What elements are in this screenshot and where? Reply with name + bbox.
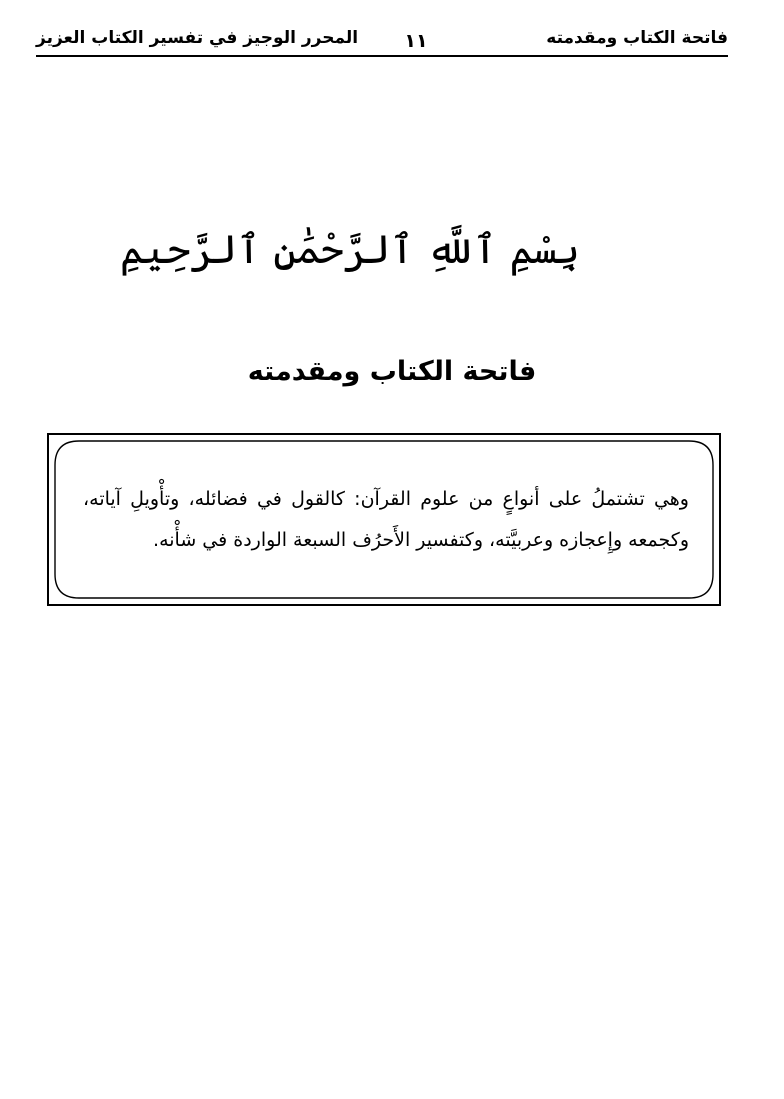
chapter-title-header: فاتحة الكتاب ومقدمته bbox=[546, 28, 728, 48]
page-number: ١١ bbox=[404, 30, 428, 52]
summary-frame bbox=[47, 433, 721, 606]
header-divider bbox=[36, 55, 728, 57]
book-title-header: المحرر الوجيز في تفسير الكتاب العزيز bbox=[36, 28, 359, 48]
page-title: فاتحة الكتاب ومقدمته bbox=[247, 356, 537, 387]
basmala: بِسْمِ ٱللَّهِ ٱلرَّحْمَٰنِ ٱلرَّحِيمِ bbox=[119, 227, 580, 273]
running-header bbox=[36, 28, 728, 54]
summary-text: وهي تشتملُ على أنواعٍ من علوم القرآن: كالقول في فضائله، وتأْويلِ آياته، وكجمعه وإِعجازه وعربيَّته، وكتفسير الأَحرُف السبعة الواردة في شأْنه. bbox=[83, 488, 689, 551]
